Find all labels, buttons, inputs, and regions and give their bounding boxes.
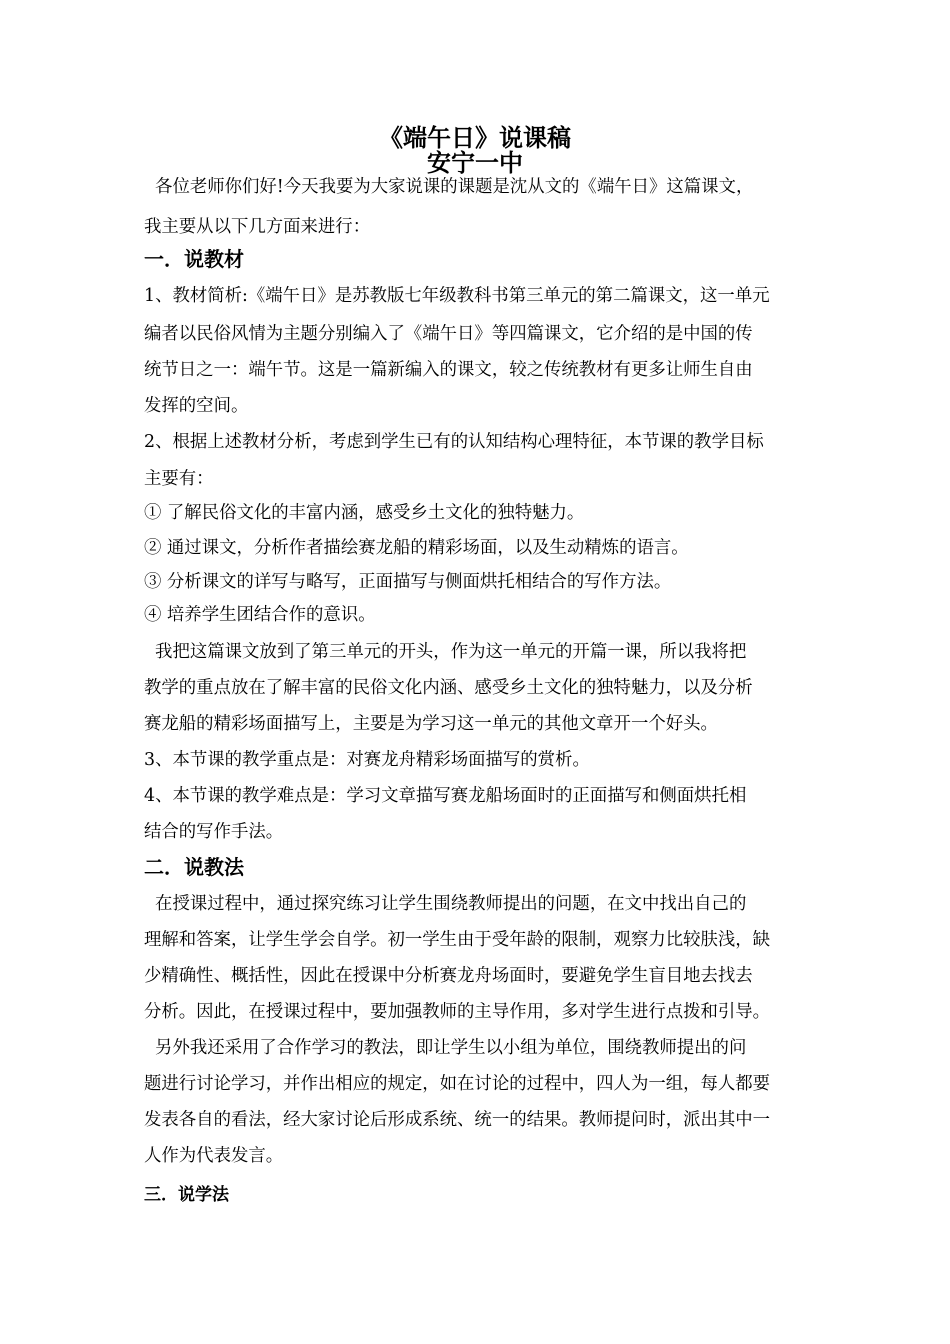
paragraph-line: 教学的重点放在了解丰富的民俗文化内涵、感受乡土文化的独特魅力，以及分析 <box>144 678 753 698</box>
document-title: 《端午日》说课稿 <box>379 124 571 152</box>
list-item: ③ 分析课文的详写与略写，正面描写与侧面烘托相结合的写作方法。 <box>144 572 672 592</box>
school-name: 安宁一中 <box>427 149 523 177</box>
list-item: ① 了解民俗文化的丰富内涵，感受乡土文化的独特魅力。 <box>144 503 585 523</box>
paragraph-line: 人作为代表发言。 <box>144 1146 284 1166</box>
paragraph-line: 题进行讨论学习，并作出相应的规定，如在讨论的过程中，四人为一组，每人都要 <box>144 1074 771 1094</box>
section-heading-2: 二．说教法 <box>144 855 244 879</box>
paragraph-line: 主要有： <box>144 469 214 489</box>
paragraph-line: 2、根据上述教材分析，考虑到学生已有的认知结构心理特征，本节课的教学目标 <box>144 432 764 452</box>
section-heading-1: 一．说教材 <box>144 247 244 271</box>
paragraph-line: 另外我还采用了合作学习的教法，即让学生以小组为单位，围绕教师提出的问 <box>144 1038 747 1058</box>
paragraph-line: 结合的写作手法。 <box>144 822 284 842</box>
section-heading-3: 三．说学法 <box>144 1185 229 1205</box>
paragraph-line: 4、本节课的教学难点是：学习文章描写赛龙船场面时的正面描写和侧面烘托相 <box>144 786 747 806</box>
paragraph-line: 统节日之一：端午节。这是一篇新编入的课文，较之传统教材有更多让师生自由 <box>144 360 753 380</box>
paragraph-line: 在授课过程中，通过探究练习让学生围绕教师提出的问题，在文中找出自己的 <box>144 894 747 914</box>
paragraph-line: 少精确性、概括性，因此在授课中分析赛龙舟场面时，要避免学生盲目地去找去 <box>144 966 753 986</box>
list-item: ④ 培养学生团结合作的意识。 <box>144 605 376 625</box>
paragraph-line: 发挥的空间。 <box>144 396 249 416</box>
paragraph-line: 发表各自的看法，经大家讨论后形成系统、统一的结果。教师提问时，派出其中一 <box>144 1110 771 1130</box>
paragraph-line: 各位老师你们好!今天我要为大家说课的课题是沈从文的《端午日》这篇课文， <box>144 177 754 197</box>
list-item: ② 通过课文，分析作者描绘赛龙船的精彩场面，以及生动精炼的语言。 <box>144 538 689 558</box>
paragraph-line: 3、本节课的教学重点是：对赛龙舟精彩场面描写的赏析。 <box>144 750 590 770</box>
paragraph-line: 我把这篇课文放到了第三单元的开头，作为这一单元的开篇一课，所以我将把 <box>144 642 747 662</box>
paragraph-line: 分析。因此，在授课过程中，要加强教师的主导作用，多对学生进行点拨和引导。 <box>144 1002 771 1022</box>
paragraph-line: 1、教材简析:《端午日》是苏教版七年级教科书第三单元的第二篇课文，这一单元 <box>144 286 770 306</box>
paragraph-line: 理解和答案，让学生学会自学。初一学生由于受年龄的限制，观察力比较肤浅，缺 <box>144 930 771 950</box>
paragraph-line: 赛龙船的精彩场面描写上，主要是为学习这一单元的其他文章开一个好头。 <box>144 714 718 734</box>
paragraph-line: 编者以民俗风情为主题分别编入了《端午日》等四篇课文，它介绍的是中国的传 <box>144 324 753 344</box>
paragraph-line: 我主要从以下几方面来进行： <box>144 217 371 237</box>
